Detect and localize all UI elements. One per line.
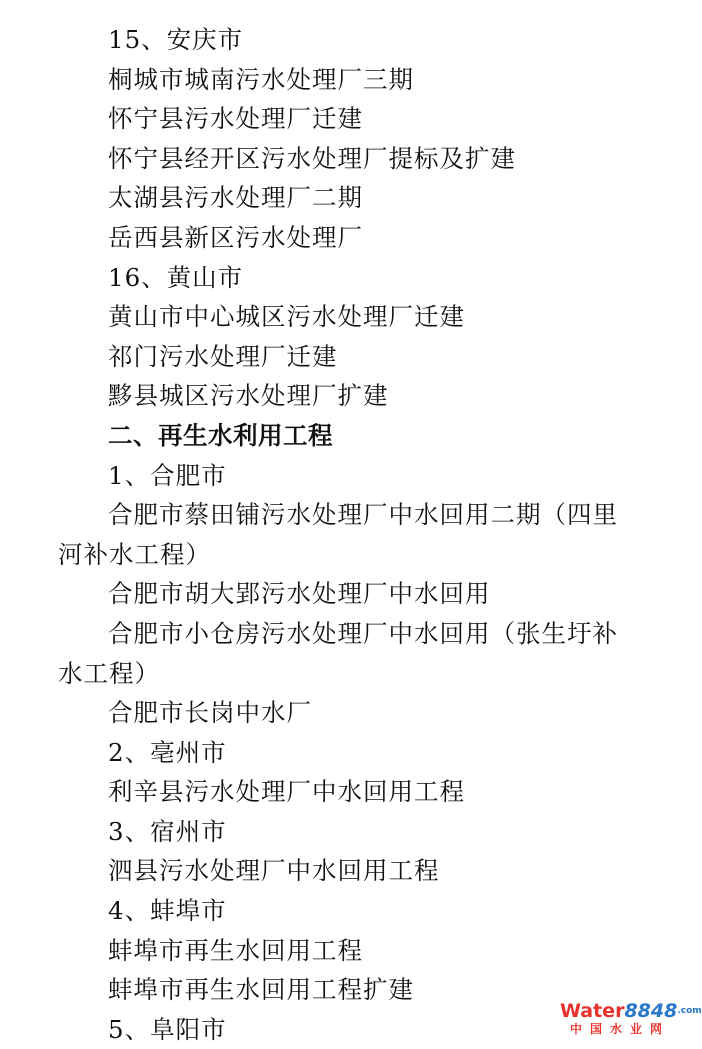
project-item: 泗县污水处理厂中水回用工程 xyxy=(108,856,440,886)
project-item: 合肥市蔡田铺污水处理厂中水回用二期（四里 xyxy=(108,500,618,530)
watermark-subtitle: 中国水业网 xyxy=(570,1022,671,1036)
project-item: 怀宁县经开区污水处理厂提标及扩建 xyxy=(108,143,516,173)
project-item-continuation: 河补水工程） xyxy=(58,539,211,569)
project-item: 怀宁县污水处理厂迁建 xyxy=(108,104,363,134)
project-item: 黟县城区污水处理厂扩建 xyxy=(108,381,389,411)
watermark-brand: $Water8848^{.com}$ xyxy=(560,1000,702,1022)
project-item: 黄山市中心城区污水处理厂迁建 xyxy=(108,302,465,332)
city-heading-fuyang: 5、阜阳市 xyxy=(108,1014,227,1044)
city-heading-anqing: 15、安庆市 xyxy=(108,25,244,54)
project-item: 蚌埠市再生水回用工程 xyxy=(108,935,363,965)
project-item: 利辛县污水处理厂中水回用工程 xyxy=(108,777,465,807)
section-heading-reclaimed-water: 二、再生水利用工程 xyxy=(108,420,333,450)
project-item: 祁门污水处理厂迁建 xyxy=(108,341,338,371)
project-item: 合肥市小仓房污水处理厂中水回用（张生圩补 xyxy=(108,618,618,648)
city-heading-bengbu: 4、蚌埠市 xyxy=(108,896,227,926)
project-item: 合肥市胡大郢污水处理厂中水回用 xyxy=(108,579,491,609)
watermark-logo xyxy=(560,1000,702,1041)
project-item: 岳西县新区污水处理厂 xyxy=(108,222,363,252)
city-heading-hefei: 1、合肥市 xyxy=(108,460,227,490)
project-item: 太湖县污水处理厂二期 xyxy=(108,183,363,213)
city-heading-suzhou: 3、宿州市 xyxy=(108,816,227,846)
document-body xyxy=(0,20,702,1049)
project-item: 合肥市长岗中水厂 xyxy=(108,698,312,728)
project-item: 蚌埠市再生水回用工程扩建 xyxy=(108,975,414,1005)
city-heading-bozhou: 2、亳州市 xyxy=(108,737,227,767)
project-item-continuation: 水工程） xyxy=(58,658,160,688)
project-item: 桐城市城南污水处理厂三期 xyxy=(108,64,414,94)
city-heading-huangshan: 16、黄山市 xyxy=(108,262,244,292)
